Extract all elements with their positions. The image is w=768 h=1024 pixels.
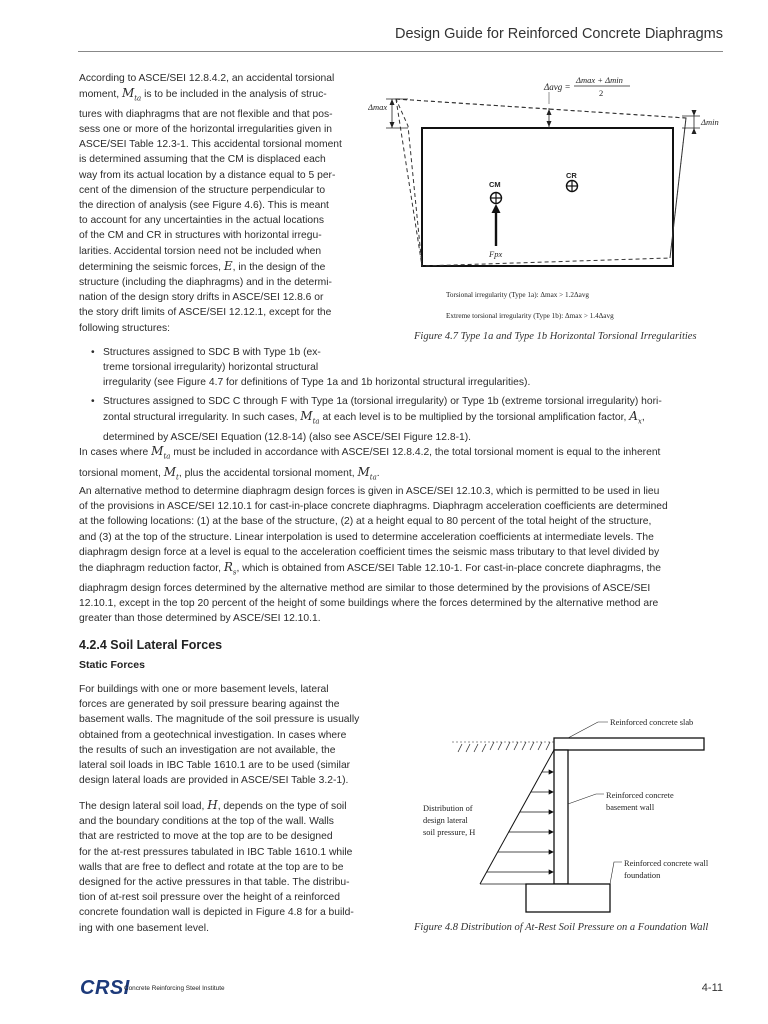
label-distribution-line1: Distribution of	[423, 804, 473, 813]
label-distribution-line2: design lateral	[423, 816, 468, 825]
label-foundation-line1: Reinforced concrete wall	[624, 859, 709, 868]
delta-avg-numerator: Δmax + Δmin	[576, 75, 623, 85]
figure-4-7-diagram	[368, 66, 728, 346]
label-wall-line2: basement wall	[606, 803, 655, 812]
delta-max-label: Δmax	[368, 102, 388, 112]
label-foundation-line2: foundation	[624, 871, 661, 880]
cr-label: CR	[566, 171, 577, 180]
figure-4-7-caption: Figure 4.7 Type 1a and Type 1b Horizontal Torsional Irregularities	[414, 331, 697, 342]
label-distribution-line3: soil pressure, H	[423, 828, 476, 837]
paragraph-accidental-torsion: According to ASCE/SEI 12.8.4.2, an accidental torsional moment, $M_{ta}$ is to be included in the analysis of struc- tures with diaphragms that are not flexible and that pos- sess one or more of the horizontal irregularities given in ASCE/SEI Table 12.3-1. This accidental torsional moment is determined assuming that the CM is displaced each way from its actual location by a distance equal to 5 per- cent of the dimension of the structure perpendicular to the direction of analysis (see Figure 4.6). This is meant to account for any uncertainties in the actual locations of the CM and CR in structures with horizontal irregu- larities. Accidental torsion need not be included when determining the seismic forces, E, in the design of the structure (including the diaphragms) and in the determi- nation of the design story drifts in ASCE/SEI 12.8.6 or the story drift limits of ASCE/SEI 12.12.1, except for the following structures:	[79, 73, 342, 334]
cm-label: CM	[489, 180, 501, 189]
pressure-distribution	[480, 750, 554, 884]
concrete-slab	[554, 738, 704, 750]
paragraph-total-torsion: In cases where $M_{ta}$ must be included in accordance with ASCE/SEI 12.8.4.2, the total torsional moment is equal to the inherent torsional moment, $M_t$, plus the accidental torsional moment, $M_{ta}$.	[79, 444, 661, 481]
fpx-label: Fpx	[489, 249, 503, 259]
crsi-logo: CRSI	[80, 977, 130, 999]
delta-avg-label: Δavg =	[544, 82, 571, 92]
subsection-heading: Static Forces	[79, 659, 145, 671]
delta-min-label: Δmin	[701, 117, 719, 127]
section-heading: 4.2.4 Soil Lateral Forces	[79, 638, 223, 652]
paragraph-alternative-method: An alternative method to determine diaphragm design forces is given in ASCE/SEI 12.10.3, which is permitted to be used in lieu of the provisions in ASCE/SEI 12.10.1 for cast-in-place concrete diaphragms. Diaphragm acceleration coefficients are determined at the following locations: (1) at the base of the structure, (2) at a height equal to 80 percent of the total height of the structure, and (3) at the top of the structure. Linear interpolation is used to determine acceleration coefficients at intermediate levels. The diaphragm design force at a level is equal to the acceleration coefficient times the seismic mass tributary to that level divided by the diaphragm reduction factor, $R_s$, which is obtained from ASCE/SEI Table 12.10-1. For cast-in-place concrete diaphragms, the diaphragm design forces determined by the alternative method are similar to those determined by the provisions of ASCE/SEI 12.10.1, except in the top 20 percent of the height of some buildings where the forces determined by the alternative method are greater than those determined by ASCE/SEI 12.10.1.	[79, 486, 668, 625]
deflected-shape	[396, 99, 686, 266]
paragraph-design-lateral-load: The design lateral soil load, H, depends on the type of soil and the boundary conditions at the top of the wall. Walls that are restricted to move at the top are to be designed for the at-rest pressures tabulated in IBC Table 1610.1 while walls that are free to deflect and rotate at the top are to be designed for the active pressures in that table. The distribu- tion of at-rest soil pressure over the height of a reinforced concrete foundation wall is depicted in Figure 4.8 for a build- ing with one basement level.	[79, 798, 354, 934]
delta-avg-denominator: 2	[599, 88, 604, 98]
bullet-sdc-b: • Structures assigned to SDC B with Type 1b (ex- treme torsional irregularity) horizontal structural irregularity (see Figure 4.7 for definitions of Type 1a and 1b horizontal structural irregularities).	[103, 345, 723, 391]
bullet-sdc-c-f: • Structures assigned to SDC C through F with Type 1a (torsional irregularity) or Type 1b (extreme torsional irregularity) hori- zontal structural irregularity. In such cases, $M_{ta}$ at each level is to be multiplied by the torsional amplification factor, $A_x$, determined by ASCE/SEI Equation (12.8-14) (also see ASCE/SEI Figure 12.8-1).	[103, 394, 723, 445]
figure-4-8-caption: Figure 4.8 Distribution of At-Rest Soil Pressure on a Foundation Wall	[414, 922, 709, 933]
note-type-1b: Extreme torsional irregularity (Type 1b): Δmax > 1.4Δavg	[446, 312, 614, 320]
note-type-1a: Torsional irregularity (Type 1a): Δmax > 1.2Δavg	[446, 291, 590, 299]
paragraph-soil-pressure: For buildings with one or more basement levels, lateral forces are generated by soil pressure bearing against the basement walls. The magnitude of the soil pressure is usually obtained from a geotechnical investigation. In cases where the results of such an investigation are not available, the lateral soil loads in IBC Table 1610.1 are to be used (similar design lateral loads are provided in ASCE/SEI Table 3.2-1).	[79, 684, 360, 787]
label-wall-line1: Reinforced concrete	[606, 791, 674, 800]
basement-wall	[554, 750, 568, 884]
running-header: Design Guide for Reinforced Concrete Diaphragms	[394, 26, 723, 42]
diaphragm-outline	[422, 128, 673, 266]
crsi-tagline: Concrete Reinforcing Steel Institute	[124, 985, 225, 992]
header-rule	[78, 51, 723, 52]
label-slab: Reinforced concrete slab	[610, 718, 694, 727]
page-number: 4-11	[701, 982, 723, 994]
wall-footing	[526, 884, 610, 912]
figure-4-8-diagram	[418, 712, 728, 918]
